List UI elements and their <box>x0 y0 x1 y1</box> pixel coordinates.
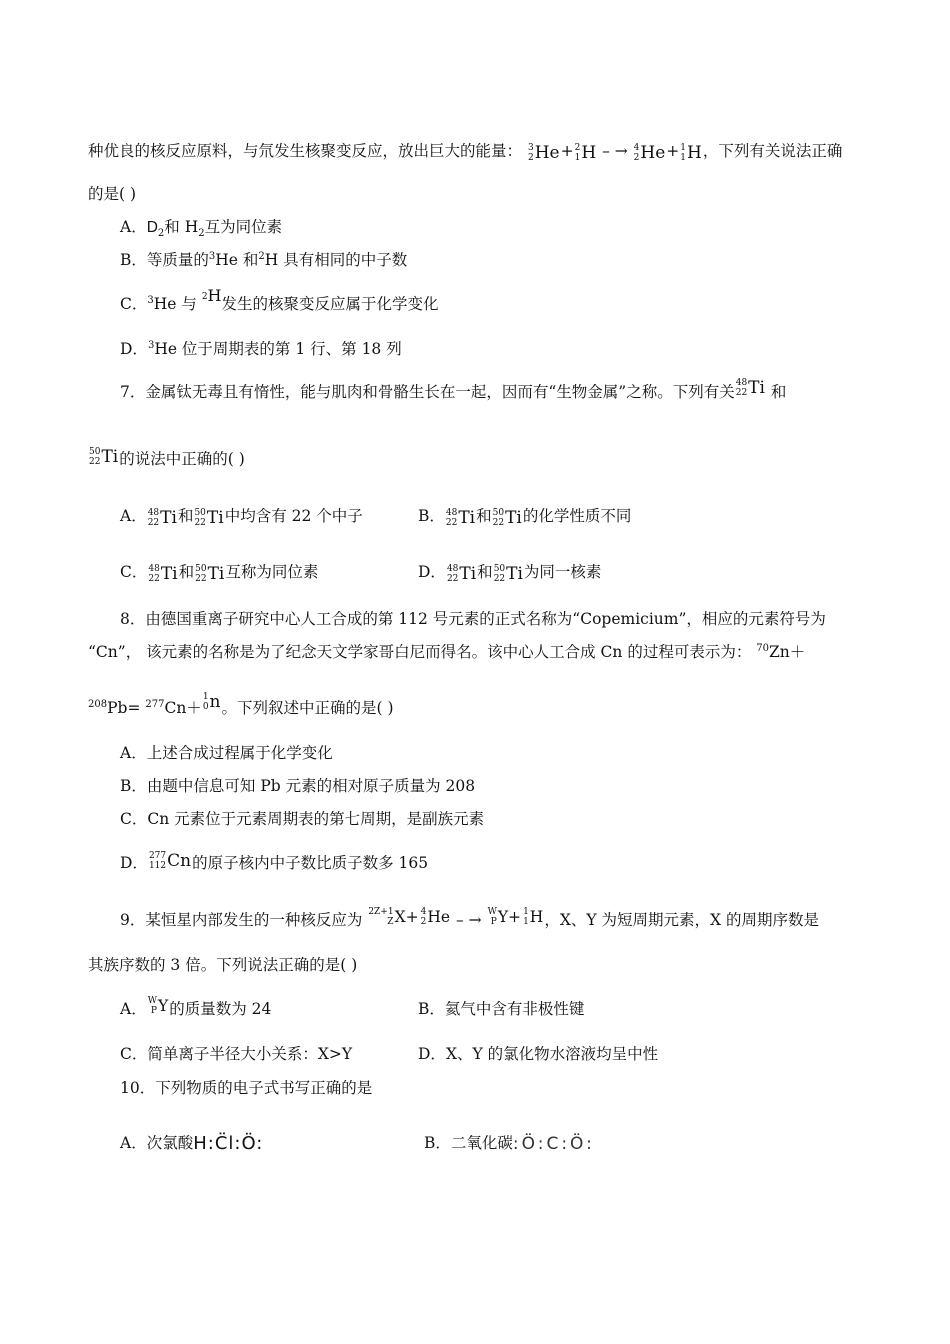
co2-lewis-structure: :Ö:C:Ö: <box>512 1134 595 1154</box>
nuclide-he3: 3 2 He <box>527 142 560 163</box>
q6-option-c: C．$^3$He 与 2H发生的核聚变反应属于化学变化 <box>120 286 439 313</box>
nuclide-he4-q9: 4 2 He <box>420 906 451 927</box>
nuclide-h1: 1 1 H <box>680 142 702 163</box>
q9-option-a: A． W P Y的质量数为 24 <box>120 995 272 1018</box>
q10-option-a: A．次氯酸H:C̈l:Ö: <box>120 1133 264 1154</box>
q7-stem: 7．金属钛无毒且有惰性，能与肌肉和骨骼生长在一起，因而有“生物金属”之称。下列有关 48 22 Ti 和 <box>120 377 787 401</box>
q9-option-b: B．氦气中含有非极性键 <box>418 1000 585 1018</box>
q6-line2: 的是( ) <box>88 185 137 203</box>
q7-option-c: C． 48 22 Ti和 50 22 Ti互称为同位素 <box>120 563 319 584</box>
q8-line3: $^{208}$Pb= $^{277}$Cn＋ 1 0 n。下列叙述中正确的是( ) <box>88 691 394 717</box>
nuclide-x: 2Z+1 Z X+ <box>368 906 419 927</box>
nuclide-ti50: 50 22 Ti <box>89 446 119 467</box>
q9-line2: 其族序数的 3 倍。下列说法正确的是( ) <box>88 956 358 974</box>
q9-option-d: D．X、Y 的氯化物水溶液均呈中性 <box>418 1045 659 1063</box>
q9-option-c: C．简单离子半径大小关系：X>Y <box>120 1045 353 1063</box>
q7-option-a: A． 48 22 Ti和 50 22 Ti中均含有 22 个中子 <box>120 507 363 528</box>
q8-line1: 8．由德国重离子研究中心人工合成的第 112 号元素的正式名称为“Copemicium”，相应的元素符号为 <box>120 610 826 628</box>
reaction-arrow: – → <box>597 142 628 160</box>
q10-stem: 10．下列物质的电子式书写正确的是 <box>120 1079 373 1097</box>
hclo-lewis-structure: H:C̈l:Ö: <box>193 1133 264 1154</box>
q8-option-b: B．由题中信息可知 Pb 元素的相对原子质量为 208 <box>120 777 476 795</box>
q8-line2: “Cn”， 该元素的名称是为了纪念天文学家哥白尼而得名。该中心人工合成 Cn 的过程可表示为： $^{70}$Zn＋ <box>88 642 806 661</box>
nuclide-ti48: 48 22 Ti <box>735 377 765 398</box>
q6-option-d: D．$^3$He 位于周期表的第 1 行、第 18 列 <box>120 339 402 358</box>
reaction-arrow: – → <box>451 911 487 929</box>
nuclide-cn277: 277 112 Cn <box>148 850 192 871</box>
nuclide-y: W P Y+ <box>487 906 522 927</box>
q8-option-a: A．上述合成过程属于化学变化 <box>120 744 333 762</box>
q7-line2: 50 22 Ti的说法中正确的( ) <box>89 446 245 468</box>
nuclide-neutron: 1 0 n <box>202 691 221 712</box>
q6-intro-line: 种优良的核反应原料，与氘发生核聚变反应，放出巨大的能量： 3 2 He+ 2 1 H – → 4 2 He+ 1 1 H，下列有关说法正确 <box>88 142 843 163</box>
q8-option-d: D． 277 112 Cn的原子核内中子数比质子数多 165 <box>120 850 429 872</box>
q6-option-b: B．等质量的$^3$He 和$^2$H 具有相同的中子数 <box>120 250 408 269</box>
q10-option-b: B．二氧化碳:Ö:C:Ö: <box>424 1134 595 1154</box>
q6-intro-after: ，下列有关说法正确 <box>702 142 843 160</box>
nuclide-he4: 4 2 He <box>633 142 666 163</box>
q6-intro: 种优良的核反应原料，与氘发生核聚变反应，放出巨大的能量： <box>88 142 523 160</box>
q8-option-c: C．Cn 元素位于元素周期表的第七周期，是副族元素 <box>120 810 485 828</box>
q9-stem: 9．某恒星内部发生的一种核反应为 2Z+1 Z X+ 4 2 He – → W P Y+ 1 1 H，X、Y 为短周期元素，X 的周期序数是 <box>120 906 819 929</box>
q7-option-b: B． 48 22 Ti和 50 22 Ti的化学性质不同 <box>418 507 632 528</box>
nuclide-h-q9: 1 1 H <box>523 906 544 927</box>
nuclide-h2: 2 1 H <box>574 142 597 163</box>
q7-option-d: D． 48 22 Ti和 50 22 Ti为同一核素 <box>418 563 602 584</box>
q6-option-a: A．$D_2$和 $H_2$互为同位素 <box>120 218 283 240</box>
